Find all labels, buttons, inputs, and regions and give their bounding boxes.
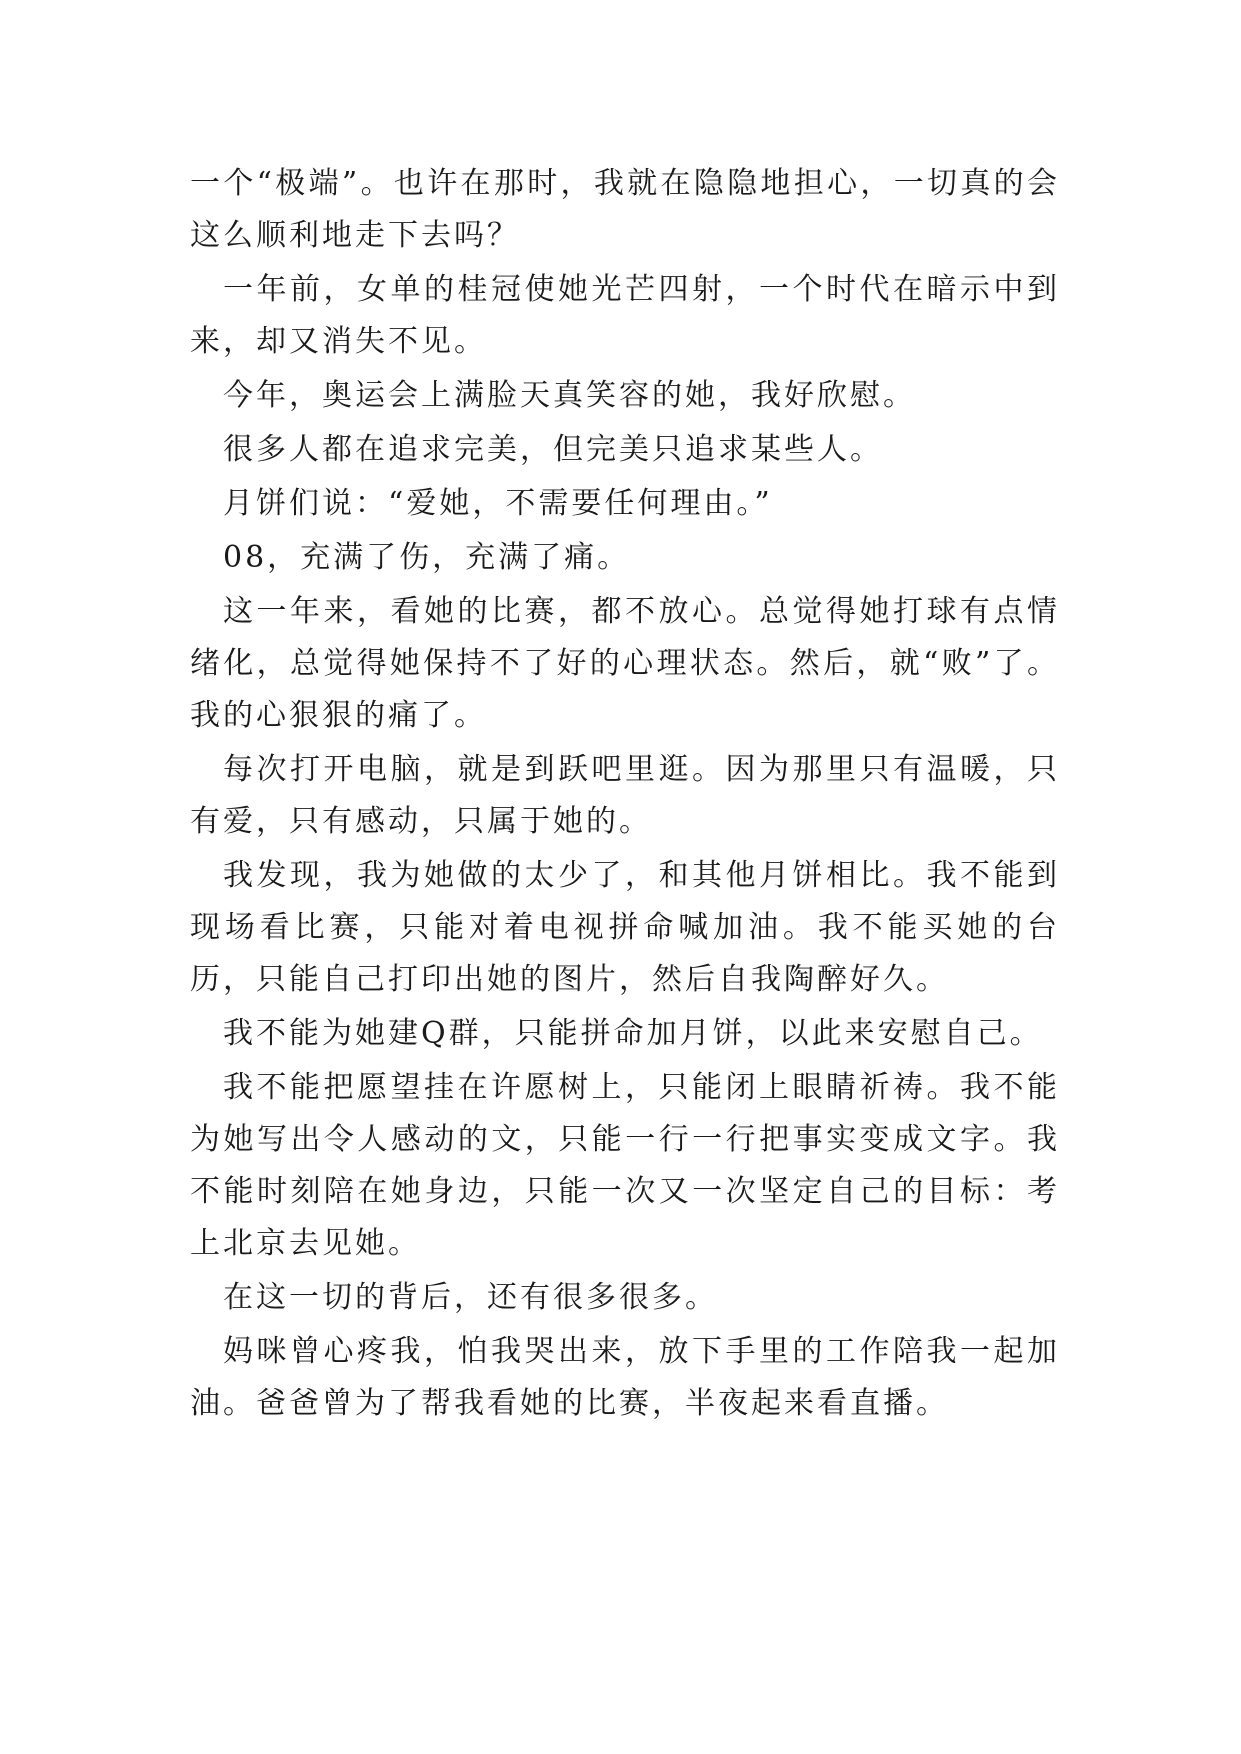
paragraph-5: 月饼们说：“爱她，不需要任何理由。”: [223, 486, 773, 521]
paragraph-8: 每次打开电脑，就是到跃吧里逛。因为那里只有温暖，只有爱，只有感动，只属于她的。: [190, 752, 1060, 839]
paragraph-9: 我发现，我为她做的太少了，和其他月饼相比。我不能到现场看比赛，只能对着电视拼命喊加油。我不能买她的台历，只能自己打印出她的图片，然后自我陶醉好久。: [190, 858, 1060, 997]
paragraph-6: 08，充满了伤，充满了痛。: [223, 540, 631, 575]
paragraph-7: 这一年来，看她的比赛，都不放心。总觉得她打球有点情绪化，总觉得她保持不了好的心理状态。然后，就“败”了。我的心狠狠的痛了。: [190, 594, 1060, 733]
paragraph-10: 我不能为她建Q群，只能拼命加月饼，以此来安慰自己。: [223, 1016, 1043, 1051]
paragraph-13: 妈咪曾心疼我，怕我哭出来，放下手里的工作陪我一起加油。爸爸曾为了帮我看她的比赛，半夜起来看直播。: [190, 1334, 1060, 1421]
paragraph-3: 今年，奥运会上满脸天真笑容的她，我好欣慰。: [223, 378, 916, 413]
paragraph-1: 一个“极端”。也许在那时，我就在隐隐地担心，一切真的会这么顺利地走下去吗？: [190, 166, 1060, 253]
paragraph-4: 很多人都在追求完美，但完美只追求某些人。: [223, 432, 883, 467]
paragraph-12: 在这一切的背后，还有很多很多。: [223, 1280, 718, 1315]
paragraph-2: 一年前，女单的桂冠使她光芒四射，一个时代在暗示中到来，却又消失不见。: [190, 272, 1060, 359]
document-body: [190, 158, 1060, 1432]
paragraph-11: 我不能把愿望挂在许愿树上，只能闭上眼睛祈祷。我不能为她写出令人感动的文，只能一行一行把事实变成文字。我不能时刻陪在她身边，只能一次又一次坚定自己的目标：考上北京去见她。: [190, 1070, 1060, 1261]
